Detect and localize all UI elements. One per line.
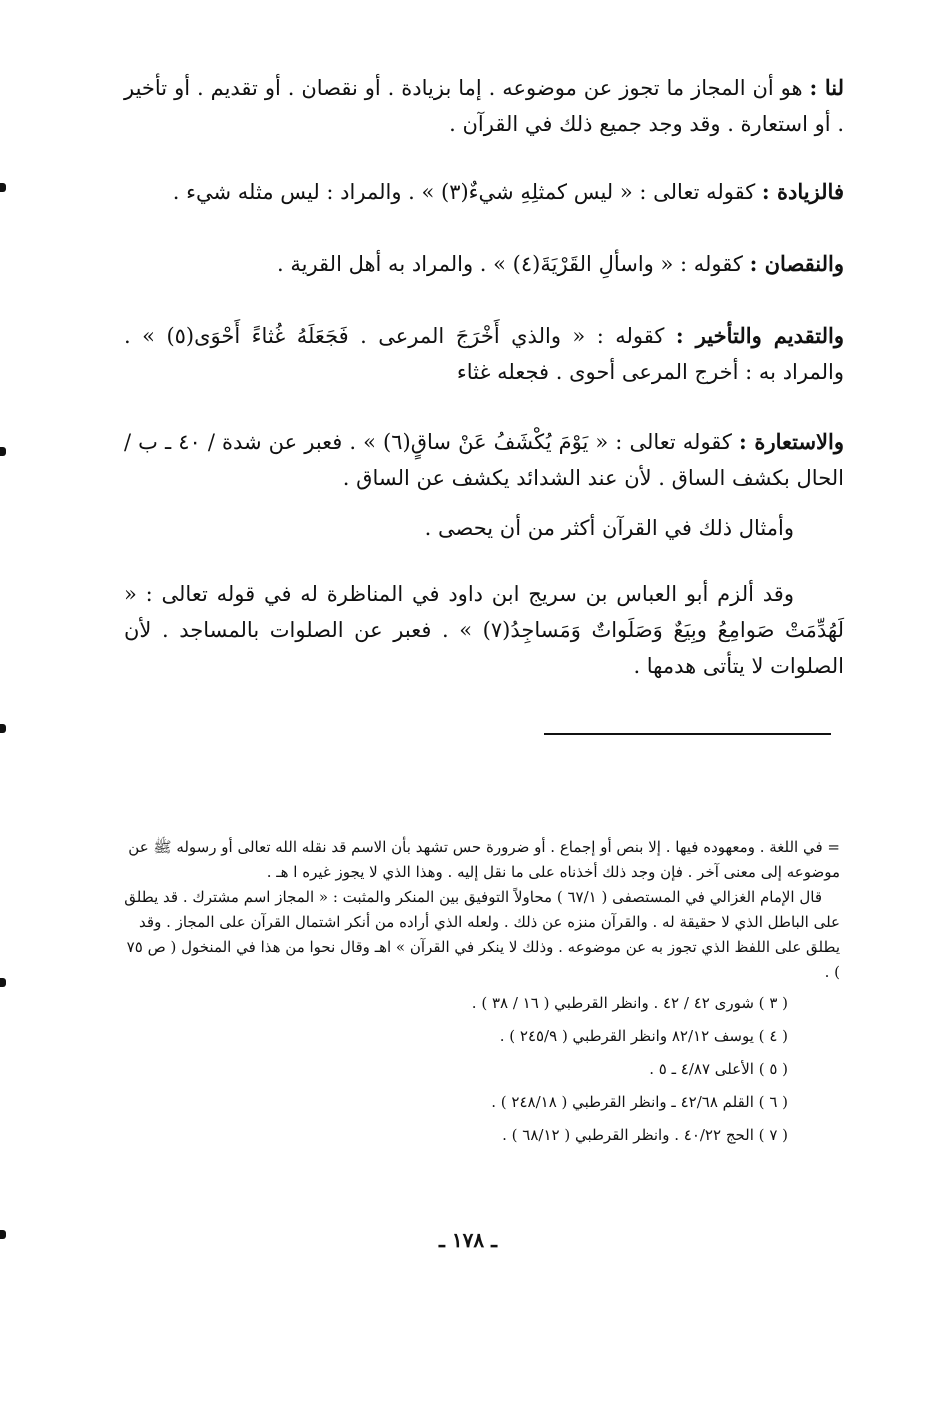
main-text — [124, 70, 844, 684]
paragraph-ziyada-heading: فالزيادة : — [761, 179, 844, 204]
footnote-ghazali: قال الإمام الغزالي في المستصفى ( ٦٧/١ ) محاولاً التوفيق بين المنكر والمثبت : « المجاز اسم مشترك . قد يطلق على الباطل الذي لا حقيقة له . والقرآن منزه عن ذلك . ولعله الذي أراده من أنكر اشتمال القرآن على المجاز . وقد يطلق على اللفظ الذي تجوز به عن موضوعه . وذلك لا ينكر في القرآن » اهـ وقال نحوا من هذا في المنخول ( ص ٧٥ ) . — [124, 888, 840, 981]
paragraph-taqdim-body: كقوله : « والذي أَخْرَجَ المرعى . فَجَعَلَهُ غُثاءً أَحْوَى(٥) » . والمراد به : أخرج المرعى أحوى . فجعله غثاء — [124, 324, 844, 384]
paragraph-nuqsan — [124, 246, 844, 282]
paragraph-istiara-body: كقوله تعالى : « يَوْمَ يُكْشَفُ عَنْ ساقٍ(٦) » . فعبر عن شدة / ٤٠ ـ ب / الحال بكشف الساق . لأن عند الشدائد يكشف عن الساق . — [124, 430, 844, 490]
footnote-6: ( ٦ ) القلم ٤٢/٦٨ ـ وانظر القرطبي ( ٢٤٨/١٨ ) . — [491, 1093, 788, 1111]
paragraph-lana-body: هو أن المجاز ما تجوز عن موضوعه . إما بزيادة . أو نقصان . أو تقديم . أو تأخير . أو استعارة . وقد وجد جميع ذلك في القرآن . — [124, 76, 844, 136]
footnote-separator — [544, 733, 831, 735]
paragraph-taqdim — [124, 318, 844, 390]
binding-mark — [0, 447, 6, 456]
binding-mark — [0, 1230, 6, 1239]
binding-mark — [0, 183, 6, 192]
paragraph-taqdim-heading: والتقديم والتأخير : — [675, 323, 844, 348]
page-number: ـ ١٧٨ ـ — [439, 1228, 497, 1252]
paragraph-lana — [124, 70, 844, 142]
footnotes — [124, 835, 840, 1148]
binding-mark — [0, 724, 6, 733]
paragraph-ziyada — [124, 174, 844, 210]
footnote-7: ( ٧ ) الحج ٤٠/٢٢ . وانظر القرطبي ( ٦٨/١٢ ) . — [502, 1126, 788, 1144]
paragraph-ibn-surayj: وقد ألزم أبو العباس بن سريج ابن داود في المناظرة له في قوله تعالى : « لَهُدِّمَتْ صَوامِعُ وبِيَعٌ وَصَلَواتٌ وَمَساجِدُ(٧) » . فعبر عن الصلوات بالمساجد . لأن الصلوات لا يتأتى هدمها . — [124, 582, 844, 678]
paragraph-lana-heading: لنا : — [809, 75, 844, 100]
paragraph-nuqsan-body: كقوله : « واسألِ القَرْيَةَ(٤) » . والمراد به أهل القرية . — [277, 252, 750, 276]
footnote-5: ( ٥ ) الأعلى ٤/٨٧ ـ ٥ . — [649, 1060, 788, 1078]
footnote-4: ( ٤ ) يوسف ٨٢/١٢ وانظر القرطبي ( ٢٤٥/٩ ) . — [499, 1027, 788, 1045]
paragraph-istiara — [124, 424, 844, 496]
footnote-3: ( ٣ ) شورى ٤٢ / ٤٢ . وانظر القرطبي ( ١٦ / ٣٨ ) . — [471, 994, 788, 1012]
paragraph-amthal: وأمثال ذلك في القرآن أكثر من أن يحصى . — [424, 516, 794, 540]
paragraph-istiara-heading: والاستعارة : — [738, 429, 844, 454]
paragraph-ziyada-body: كقوله تعالى : « ليس كمثلِهِ شيءٌ(٣) » . والمراد : ليس مثله شيء . — [172, 180, 762, 204]
binding-mark — [0, 978, 6, 987]
paragraph-nuqsan-heading: والنقصان : — [749, 251, 844, 276]
footnote-continuation: = في اللغة . ومعهوده فيها . إلا بنص أو إجماع . أو ضرورة حس تشهد بأن الاسم قد نقله الله تعالى أو رسوله ﷺ عن موضوعه إلى معنى آخر . فإن وجد ذلك أخذناه على ما نقل إليه . وهذا الذي لا يجوز غيره ا هـ . — [128, 838, 840, 881]
